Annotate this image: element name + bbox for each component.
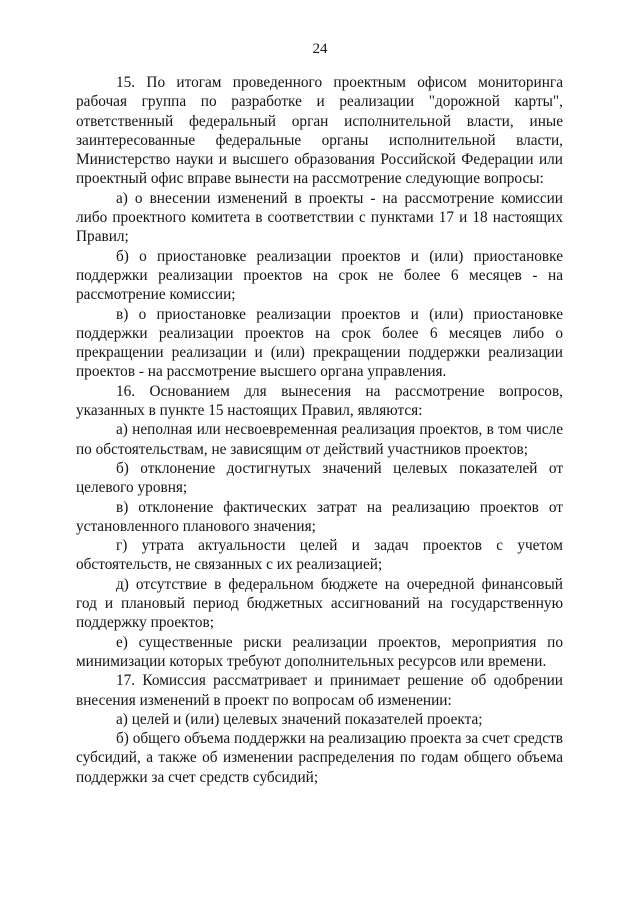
paragraph-16-item-e: е) существенные риски реализации проектов, мероприятия по минимизации которых требуют дополнительных ресурсов или времени. <box>76 633 563 670</box>
paragraph-15-item-a: а) о внесении изменений в проекты - на рассмотрение комиссии либо проектного комитета в соответствии с пунктами 17 и 18 настоящих Правил; <box>76 189 563 246</box>
paragraph-15-item-b: б) о приостановке реализации проектов и (или) приостановке поддержки реализации проектов на срок не более 6 месяцев - на рассмотрение комиссии; <box>76 247 563 304</box>
paragraph-16-item-a: а) неполная или несвоевременная реализация проектов, в том числе по обстоятельствам, не зависящим от действий участников проектов; <box>76 421 563 458</box>
paragraph-17-item-b: б) общего объема поддержки на реализацию проекта за счет средств субсидий, а также об изменении распределения по годам общего объема поддержки за счет средств субсидий; <box>76 730 563 786</box>
paragraph-16-item-v: в) отклонение фактических затрат на реализацию проектов от установленного планового значения; <box>76 498 563 535</box>
page-number: 24 <box>312 41 328 57</box>
paragraph-15: 15. По итогам проведенного проектным офисом мониторинга рабочая группа по разработке и реализации "дорожной карты", ответственный федеральный орган исполнительной власти, иные заинтересованные федеральные органы исполнительной власти, Министерство науки и высшего образования Российской Федерации или проектный офис вправе вынести на рассмотрение следующие вопросы: <box>76 74 563 188</box>
paragraph-16: 16. Основанием для вынесения на рассмотрение вопросов, указанных в пункте 15 настоящих Правил, являются: <box>76 382 563 420</box>
paragraph-17: 17. Комиссия рассматривает и принимает решение об одобрении внесения изменений в проект по вопросам об изменении: <box>76 672 563 709</box>
paragraph-16-item-g: г) утрата актуальности целей и задач проектов с учетом обстоятельств, не связанных с их реализацией; <box>76 537 563 574</box>
paragraph-15-item-v: в) о приостановке реализации проектов и (или) приостановке поддержки реализации проектов на срок более 6 месяцев либо о прекращении реализации и (или) прекращении поддержки реализации проектов - на рассмотрение высшего органа управления. <box>76 305 563 381</box>
paragraph-16-item-d: д) отсутствие в федеральном бюджете на очередной финансовый год и плановый период бюджетных ассигнований на государственную поддержку проектов; <box>76 575 563 632</box>
paragraph-17-item-a: а) целей и (или) целевых значений показателей проекта; <box>116 710 483 728</box>
document-body <box>76 73 563 787</box>
paragraph-16-item-b: б) отклонение достигнутых значений целевых показателей от целевого уровня; <box>76 459 563 497</box>
